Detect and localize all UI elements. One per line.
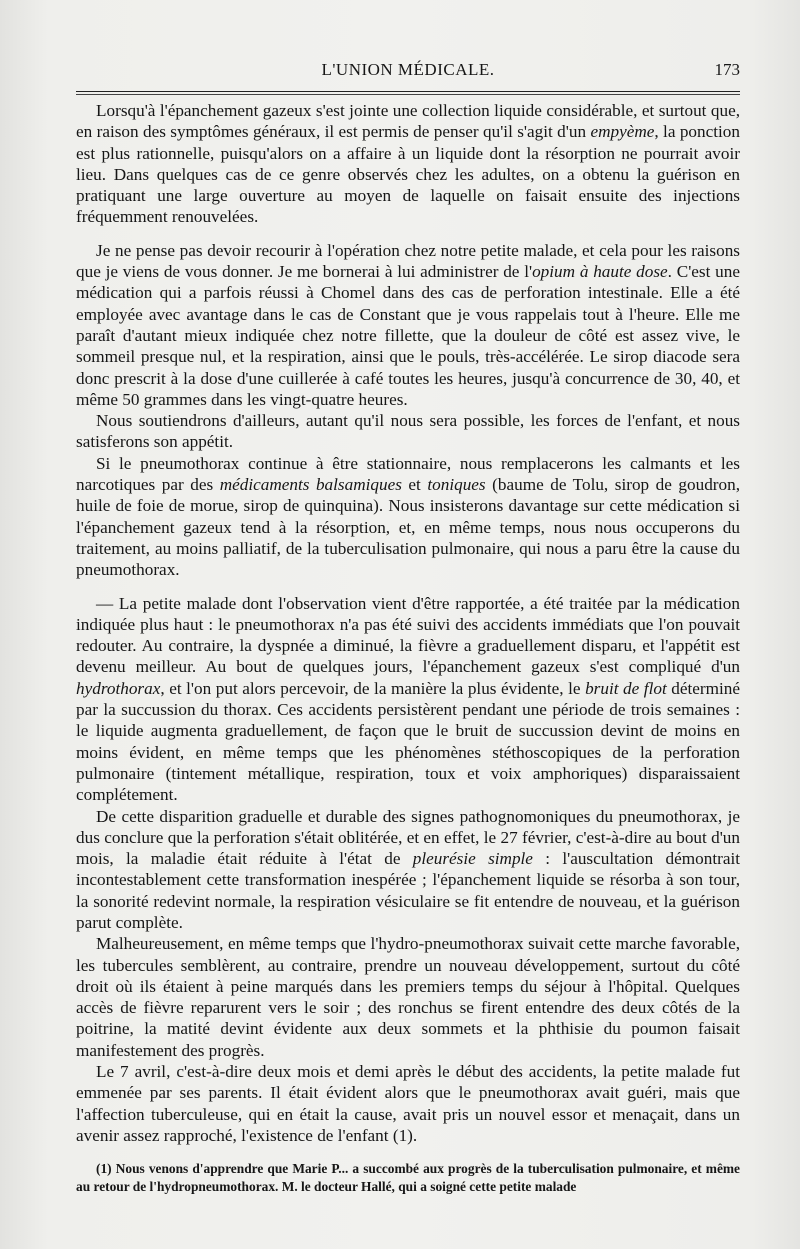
text-run: Lorsqu'à l'épanchement gazeux s'est jointe une collection liquide considérable, et surtout que, en raison des symptômes généraux, il est permis de penser qu'il s'agit d'un bbox=[76, 101, 740, 142]
header-rule bbox=[76, 91, 740, 95]
italic-term: empyème bbox=[590, 122, 655, 142]
page-number: 173 bbox=[714, 60, 740, 79]
italic-term: pleurésie simple bbox=[412, 849, 533, 869]
italic-term: bruit de flot bbox=[585, 678, 667, 698]
text-run: et bbox=[401, 475, 428, 495]
paragraph bbox=[76, 100, 740, 228]
text-run: Malheureusement, en même temps que l'hydro-pneumothorax suivait cette marche favorable, les tubercules semblèrent, au contraire, prendre un nouveau développement, surtout du côté droit où ils étaient à peine marqués dans les premiers temps du séjour à l'hôpital. Quelques accès de fièvre reparurent vers le soir ; des ronchus se firent entendre des deux côtés de la poitrine, la matité devint évidente aux deux sommets et la phthisie du poumon faisait manifestement des progrès. bbox=[76, 934, 740, 1060]
paragraph bbox=[76, 806, 740, 934]
text-run: déterminé par la succussion du thorax. Ces accidents persistèrent pendant une période de trois semaines : le liquide augmenta graduellement, de façon que le bruit de succussion devint de moins en moins évident, en même temps que les phénomènes stéthoscopiques de la perforation pulmonaire (tintement métallique, respiration, toux et voix amphoriques) disparaissaient complétement. bbox=[76, 678, 740, 805]
paragraph bbox=[76, 453, 740, 581]
text-run: (baume de Tolu, sirop de goudron, huile de foie de morue, sirop de quinquina). Nous insisterons davantage sur cette médication si l'épanchement gazeux tend à la résorption, et, en même temps, nous nous occuperons du traitement, au moins palliatif, de la tuberculisation pulmonaire, qui nous a paru être la cause du pneumothorax. bbox=[76, 475, 741, 580]
paragraph bbox=[76, 933, 740, 1061]
footnote: (1) Nous venons d'apprendre que Marie P... a succombé aux progrès de la tuberculisation pulmonaire, et même au retour de l'hydropneumothorax. M. le docteur Hallé, qui a soigné cette petite malade bbox=[76, 1161, 740, 1195]
text-run: , la ponction est plus rationnelle, puisqu'alors on a affaire à un liquide dont la résorption ne pourrait avoir lieu. Dans quelques cas de ce genre observés chez les adultes, on a obtenu la guérison en pratiquant une large ouverture au moyen de laquelle on faisait ensuite des injections fréquemment renouvelées. bbox=[76, 122, 740, 227]
italic-term: toniques bbox=[427, 475, 486, 495]
article-body bbox=[76, 100, 740, 1196]
italic-term: opium à haute dose bbox=[532, 262, 668, 282]
text-run: Si le pneumothorax continue à être stationnaire, nous remplacerons les calmants et les narcotiques par des bbox=[76, 453, 740, 495]
text-run: Nous soutiendrons d'ailleurs, autant qu'il nous sera possible, les forces de l'enfant, et nous satisferons son appétit. bbox=[76, 411, 740, 452]
text-run: : l'auscultation démontrait incontestablement cette transformation inespérée ; l'épanchement liquide se résorba à son tour, la sonorité redevint normale, la respiration vésiculaire se fit entendre de nouveau, et la guérison parut complète. bbox=[76, 849, 741, 932]
running-title: L'UNION MÉDICALE. bbox=[321, 60, 495, 79]
paragraph bbox=[76, 1061, 740, 1146]
paragraph bbox=[76, 240, 740, 410]
paragraph bbox=[76, 410, 740, 453]
paragraph-list bbox=[76, 100, 740, 1146]
italic-term: médicaments balsamiques bbox=[219, 475, 402, 495]
text-run: — La petite malade dont l'observation vient d'être rapportée, a été traitée par la médication indiquée plus haut : le pneumothorax n'a pas été suivi des accidents immédiats que l'on pouvait redouter. Au contraire, la dyspnée a diminué, la fièvre a graduellement disparu, et l'appétit est devenu meilleur. Au bout de quelques jours, l'épanchement gazeux s'est compliqué d'un bbox=[76, 593, 740, 677]
text-run: . C'est une médication qui a parfois réussi à Chomel dans des cas de perforation intestinale. Elle a été employée avec avantage dans le cas de Constant que je vous rappelais tout à l'heure. Elle me paraît d'autant mieux indiquée chez notre fillette, que la douleur de côté est assez vive, le sommeil presque nul, et la respiration, ainsi que le pouls, très-accélérée. Le sirop diacode sera donc prescrit à la dose d'une cuillerée à café toutes les heures, jusqu'à concurrence de 30, 40, et même 50 grammes dans les vingt-quatre heures. bbox=[76, 262, 740, 409]
text-run: Le 7 avril, c'est-à-dire deux mois et demi après le début des accidents, la petite malade fut emmenée par ses parents. Il était évident alors que le pneumothorax avait guéri, mais que l'affection tuberculeuse, qui en était la cause, avait pris un nouvel essor et menaçait, dans un avenir assez rapproché, l'existence de l'enfant (1). bbox=[76, 1062, 740, 1145]
text-run: De cette disparition graduelle et durable des signes pathognomoniques du pneumothorax, je dus conclure que la perforation s'était oblitérée, et en effet, le 27 février, c'est-à-dire au bout d'un mois, la maladie était réduite à l'état de bbox=[76, 806, 740, 869]
page-header bbox=[76, 60, 740, 84]
paragraph bbox=[76, 593, 740, 806]
italic-term: hydrothorax bbox=[76, 678, 161, 698]
text-run: , et l'on put alors percevoir, de la manière la plus évidente, le bbox=[160, 678, 586, 698]
text-run: Je ne pense pas devoir recourir à l'opération chez notre petite malade, et cela pour les raisons que je viens de vous donner. Je me bornerai à lui administrer de l' bbox=[76, 240, 740, 282]
